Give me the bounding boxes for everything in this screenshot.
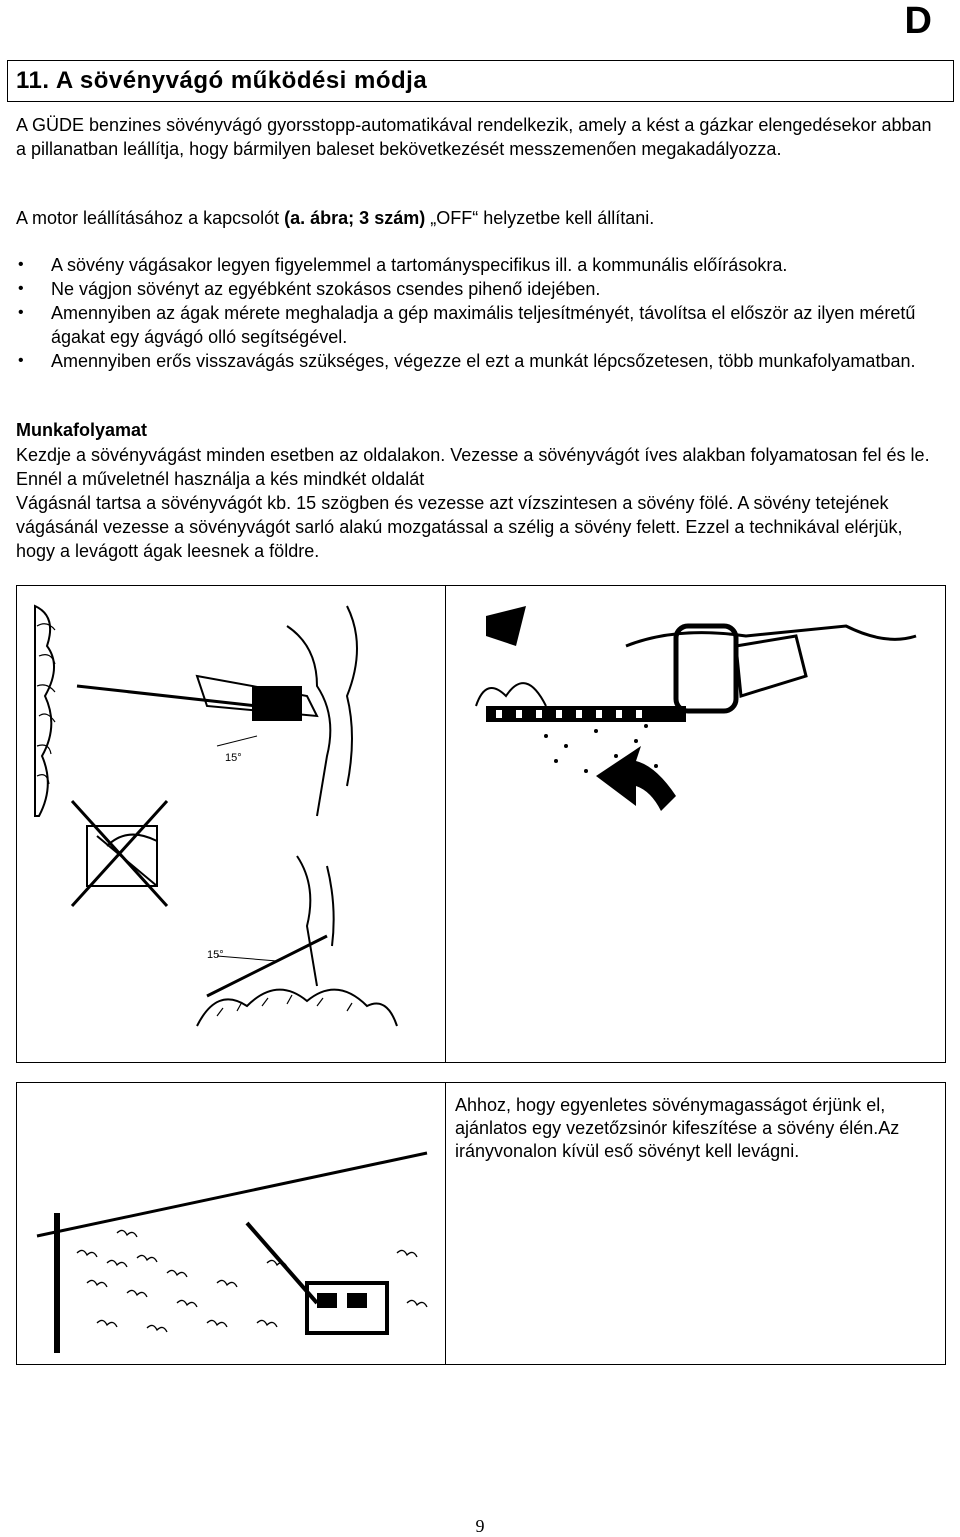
bullet-item: • Amennyiben az ágak mérete meghaladja a gép maximális teljesítményét, távolítsa el először az ilyen méretű ágakat egy ágvágó olló segítségével. bbox=[16, 301, 946, 349]
trimmer-handle-illustration bbox=[446, 585, 946, 1063]
bullet-item: • Ne vágjon sövényt az egyébként szokásos csendes pihenő idejében. bbox=[16, 277, 946, 301]
corner-language-letter: D bbox=[904, 0, 932, 42]
side-cutting-illustration bbox=[16, 585, 446, 1063]
workflow-heading: Munkafolyamat bbox=[16, 420, 148, 440]
motor-stop-text-a: A motor leállításához a kapcsolót bbox=[16, 208, 285, 228]
workflow-line-1: Kezdje a sövényvágást minden esetben az oldalakon. Vezesse a sövényvágót íves alakban folyamatosan fel és le. Ennél a műveletnél használja a kés mindkét oldalát bbox=[16, 445, 930, 489]
motor-stop-text-c: „OFF“ helyzetbe kell állítani. bbox=[425, 208, 655, 228]
figure-caption: Ahhoz, hogy egyenletes sövénymagasságot érjünk el, ajánlatos egy vezetőzsinór kifeszítése a sövény élén.Az irányvonalon kívül eső sövényt kell levágni. bbox=[455, 1095, 900, 1161]
workflow-paragraph bbox=[16, 443, 946, 563]
motor-stop-paragraph bbox=[16, 206, 946, 230]
section-title: 11. A sövényvágó működési módja bbox=[7, 60, 954, 102]
guide-line-hedge-illustration bbox=[16, 1082, 446, 1365]
workflow-line-2: Vágásnál tartsa a sövényvágót kb. 15 szögben és vezesse azt vízszintesen a sövény fölé. A sövény tetejének vágásánál vezesse a sövényvágót sarló alakú mozgatással a szélig a sövény felett. Ezzel a technikával elérjük, hogy a levágott ágak leesnek a földre. bbox=[16, 493, 903, 561]
safety-bullet-list bbox=[16, 253, 946, 373]
angle-label: 15° bbox=[207, 949, 224, 961]
bullet-item: • A sövény vágásakor legyen figyelemmel a tartományspecifikus ill. a kommunális előírásokra. bbox=[16, 253, 946, 277]
figure-reference: (a. ábra; 3 szám) bbox=[284, 208, 426, 228]
angle-label: 15° bbox=[225, 752, 242, 764]
bullet-item: • Amennyiben erős visszavágás szükséges, végezze el ezt a munkát lépcsőzetesen, több munkafolyamatban. bbox=[16, 349, 946, 373]
intro-paragraph: A GÜDE benzines sövényvágó gyorsstopp-automatikával rendelkezik, amely a kést a gázkar elengedésekor abban a pillanatban leállítja, hogy bármilyen baleset bekövetkezését messzemenően megakadályozza. bbox=[16, 115, 932, 159]
page-number: 9 bbox=[475, 1516, 485, 1536]
